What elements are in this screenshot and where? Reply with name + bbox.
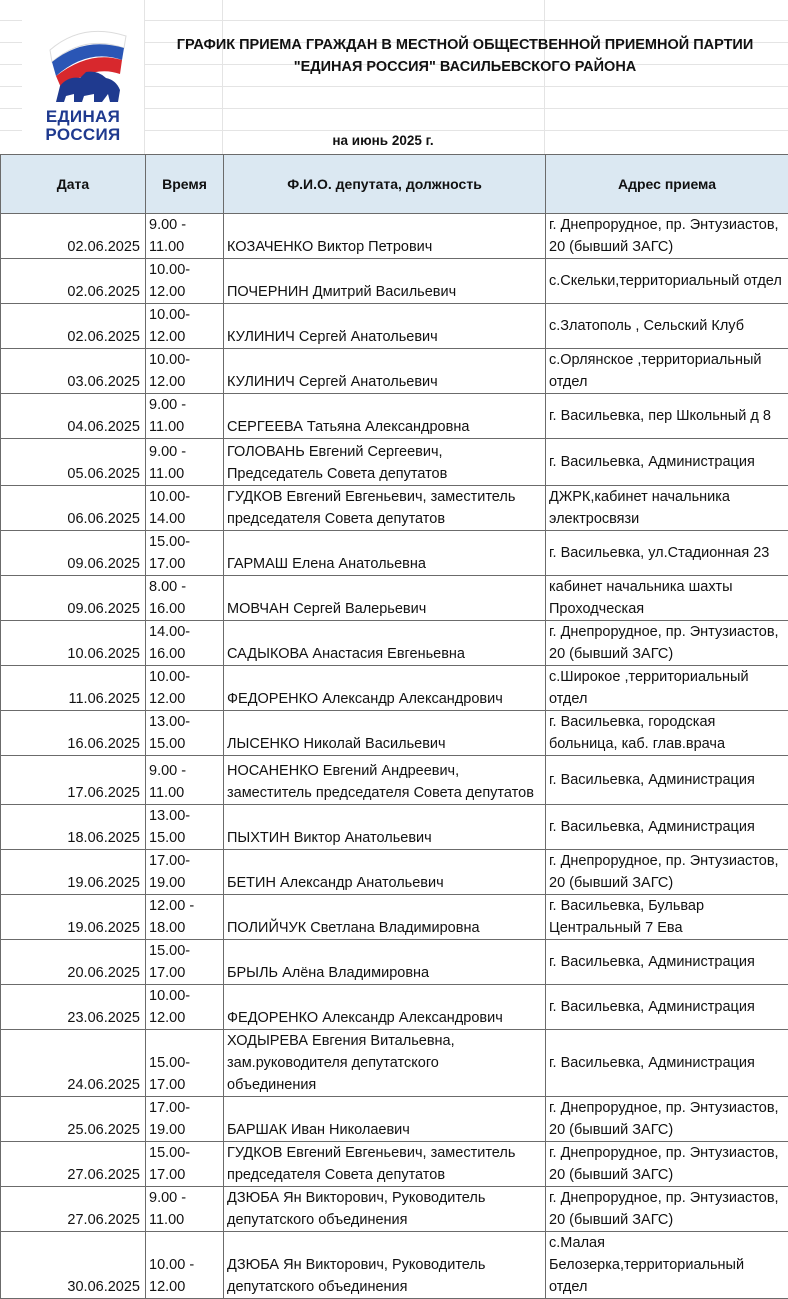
cell-time: 15.00- 17.00: [146, 1030, 224, 1097]
table-row: [1, 349, 788, 394]
cell-address: г. Васильевка, Администрация: [546, 805, 788, 850]
table-row: [1, 985, 788, 1030]
cell-date: 27.06.2025: [1, 1142, 146, 1187]
cell-address: г. Васильевка, ул.Стадионная 23: [546, 531, 788, 576]
cell-time: 10.00 - 12.00: [146, 1232, 224, 1299]
table-row: [1, 1097, 788, 1142]
cell-date: 02.06.2025: [1, 304, 146, 349]
table-row: [1, 531, 788, 576]
table-row: [1, 1142, 788, 1187]
table-row: [1, 805, 788, 850]
cell-date: 25.06.2025: [1, 1097, 146, 1142]
table-row: [1, 214, 788, 259]
cell-name: ХОДЫРЕВА Евгения Витальевна, зам.руководителя депутатского объединения: [224, 1030, 546, 1097]
cell-address: г. Васильевка, Администрация: [546, 940, 788, 985]
logo-text-line2: РОССИЯ: [22, 126, 144, 144]
schedule-period: на июнь 2025 г.: [222, 133, 544, 148]
cell-name: ДЗЮБА Ян Викторович, Руководитель депутатского объединения: [224, 1232, 546, 1299]
cell-name: БРЫЛЬ Алёна Владимировна: [224, 940, 546, 985]
cell-name: БАРШАК Иван Николаевич: [224, 1097, 546, 1142]
table-row: [1, 304, 788, 349]
cell-time: 15.00- 17.00: [146, 1142, 224, 1187]
flag-bear-logo-icon: [22, 20, 144, 110]
table-row: [1, 621, 788, 666]
cell-name: КОЗАЧЕНКО Виктор Петрович: [224, 214, 546, 259]
cell-time: 10.00- 12.00: [146, 666, 224, 711]
cell-address: г. Днепрорудное, пр. Энтузиастов, 20 (бывший ЗАГС): [546, 214, 788, 259]
cell-name: НОСАНЕНКО Евгений Андреевич, заместитель председателя Совета депутатов: [224, 756, 546, 805]
table-row: [1, 394, 788, 439]
cell-date: 20.06.2025: [1, 940, 146, 985]
table-row: [1, 711, 788, 756]
cell-date: 11.06.2025: [1, 666, 146, 711]
cell-date: 16.06.2025: [1, 711, 146, 756]
cell-name: ПОЛИЙЧУК Светлана Владимировна: [224, 895, 546, 940]
cell-date: 02.06.2025: [1, 259, 146, 304]
table-row: [1, 576, 788, 621]
document-title-line1: ГРАФИК ПРИЕМА ГРАЖДАН В МЕСТНОЙ ОБЩЕСТВЕННОЙ ПРИЕМНОЙ ПАРТИИ: [150, 35, 780, 56]
cell-address: с.Малая Белозерка,территориальный отдел: [546, 1232, 788, 1299]
cell-time: 9.00 - 11.00: [146, 1187, 224, 1232]
table-row: [1, 1030, 788, 1097]
cell-address: ДЖРК,кабинет начальника электросвязи: [546, 486, 788, 531]
column-header-address: Адрес приема: [546, 155, 788, 214]
table-row: [1, 486, 788, 531]
cell-time: 13.00- 15.00: [146, 805, 224, 850]
cell-address: с.Орлянское ,территориальный отдел: [546, 349, 788, 394]
cell-date: 02.06.2025: [1, 214, 146, 259]
cell-name: МОВЧАН Сергей Валерьевич: [224, 576, 546, 621]
cell-date: 19.06.2025: [1, 850, 146, 895]
cell-name: ЛЫСЕНКО Николай Васильевич: [224, 711, 546, 756]
table-row: [1, 666, 788, 711]
cell-date: 09.06.2025: [1, 531, 146, 576]
cell-name: КУЛИНИЧ Сергей Анатольевич: [224, 304, 546, 349]
cell-time: 15.00- 17.00: [146, 940, 224, 985]
logo-text-line1: ЕДИНАЯ: [22, 108, 144, 126]
cell-name: БЕТИН Александр Анатольевич: [224, 850, 546, 895]
cell-name: СЕРГЕЕВА Татьяна Александровна: [224, 394, 546, 439]
table-row: [1, 850, 788, 895]
cell-address: г. Васильевка, Администрация: [546, 439, 788, 486]
cell-address: г. Васильевка, Бульвар Центральный 7 Ева: [546, 895, 788, 940]
table-row: [1, 895, 788, 940]
cell-address: г. Днепрорудное, пр. Энтузиастов, 20 (бывший ЗАГС): [546, 1142, 788, 1187]
cell-time: 10.00- 12.00: [146, 985, 224, 1030]
cell-name: КУЛИНИЧ Сергей Анатольевич: [224, 349, 546, 394]
column-header-time: Время: [146, 155, 224, 214]
cell-time: 9.00 - 11.00: [146, 394, 224, 439]
cell-date: 18.06.2025: [1, 805, 146, 850]
cell-date: 10.06.2025: [1, 621, 146, 666]
reception-schedule-table: [0, 154, 788, 1299]
cell-name: ДЗЮБА Ян Викторович, Руководитель депутатского объединения: [224, 1187, 546, 1232]
cell-address: г. Васильевка, Администрация: [546, 985, 788, 1030]
cell-name: САДЫКОВА Анастасия Евгеньевна: [224, 621, 546, 666]
cell-date: 03.06.2025: [1, 349, 146, 394]
cell-time: 12.00 - 18.00: [146, 895, 224, 940]
cell-date: 17.06.2025: [1, 756, 146, 805]
cell-name: ГАРМАШ Елена Анатольевна: [224, 531, 546, 576]
cell-name: ГУДКОВ Евгений Евгеньевич, заместитель председателя Совета депутатов: [224, 1142, 546, 1187]
cell-date: 24.06.2025: [1, 1030, 146, 1097]
table-row: [1, 1232, 788, 1299]
cell-address: г. Васильевка, Администрация: [546, 1030, 788, 1097]
table-row: [1, 259, 788, 304]
cell-address: г. Васильевка, пер Школьный д 8: [546, 394, 788, 439]
cell-address: г. Васильевка, Администрация: [546, 756, 788, 805]
column-header-name: Ф.И.О. депутата, должность: [224, 155, 546, 214]
cell-time: 10.00- 12.00: [146, 259, 224, 304]
table-row: [1, 439, 788, 486]
cell-date: 04.06.2025: [1, 394, 146, 439]
cell-name: ГОЛОВАНЬ Евгений Сергеевич, Председатель Совета депутатов: [224, 439, 546, 486]
cell-time: 15.00- 17.00: [146, 531, 224, 576]
column-header-date: Дата: [1, 155, 146, 214]
cell-time: 13.00- 15.00: [146, 711, 224, 756]
table-header-row: [1, 155, 788, 214]
cell-date: 06.06.2025: [1, 486, 146, 531]
cell-date: 27.06.2025: [1, 1187, 146, 1232]
cell-address: г. Днепрорудное, пр. Энтузиастов, 20 (бывший ЗАГС): [546, 621, 788, 666]
cell-address: с.Широкое ,территориальный отдел: [546, 666, 788, 711]
cell-name: ПОЧЕРНИН Дмитрий Васильевич: [224, 259, 546, 304]
cell-address: с.Златополь , Сельский Клуб: [546, 304, 788, 349]
cell-date: 09.06.2025: [1, 576, 146, 621]
cell-time: 9.00 - 11.00: [146, 756, 224, 805]
cell-date: 19.06.2025: [1, 895, 146, 940]
cell-name: ФЕДОРЕНКО Александр Александрович: [224, 666, 546, 711]
table-row: [1, 756, 788, 805]
cell-date: 05.06.2025: [1, 439, 146, 486]
cell-address: г. Днепрорудное, пр. Энтузиастов, 20 (бывший ЗАГС): [546, 1187, 788, 1232]
cell-date: 23.06.2025: [1, 985, 146, 1030]
party-logo: [22, 20, 144, 153]
cell-name: ФЕДОРЕНКО Александр Александрович: [224, 985, 546, 1030]
cell-address: с.Скельки,территориальный отдел: [546, 259, 788, 304]
cell-time: 17.00- 19.00: [146, 1097, 224, 1142]
cell-time: 17.00- 19.00: [146, 850, 224, 895]
cell-address: кабинет начальника шахты Проходческая: [546, 576, 788, 621]
document-title-line2: "ЕДИНАЯ РОССИЯ" ВАСИЛЬЕВСКОГО РАЙОНА: [150, 57, 780, 78]
cell-time: 8.00 - 16.00: [146, 576, 224, 621]
cell-time: 10.00- 12.00: [146, 349, 224, 394]
cell-time: 9.00 - 11.00: [146, 214, 224, 259]
table-row: [1, 940, 788, 985]
cell-time: 10.00- 12.00: [146, 304, 224, 349]
cell-address: г. Васильевка, городская больница, каб. глав.врача: [546, 711, 788, 756]
cell-time: 14.00- 16.00: [146, 621, 224, 666]
cell-time: 10.00- 14.00: [146, 486, 224, 531]
cell-name: ГУДКОВ Евгений Евгеньевич, заместитель председателя Совета депутатов: [224, 486, 546, 531]
cell-address: г. Днепрорудное, пр. Энтузиастов, 20 (бывший ЗАГС): [546, 850, 788, 895]
cell-address: г. Днепрорудное, пр. Энтузиастов, 20 (бывший ЗАГС): [546, 1097, 788, 1142]
cell-time: 9.00 - 11.00: [146, 439, 224, 486]
cell-date: 30.06.2025: [1, 1232, 146, 1299]
cell-name: ПЫХТИН Виктор Анатольевич: [224, 805, 546, 850]
table-row: [1, 1187, 788, 1232]
